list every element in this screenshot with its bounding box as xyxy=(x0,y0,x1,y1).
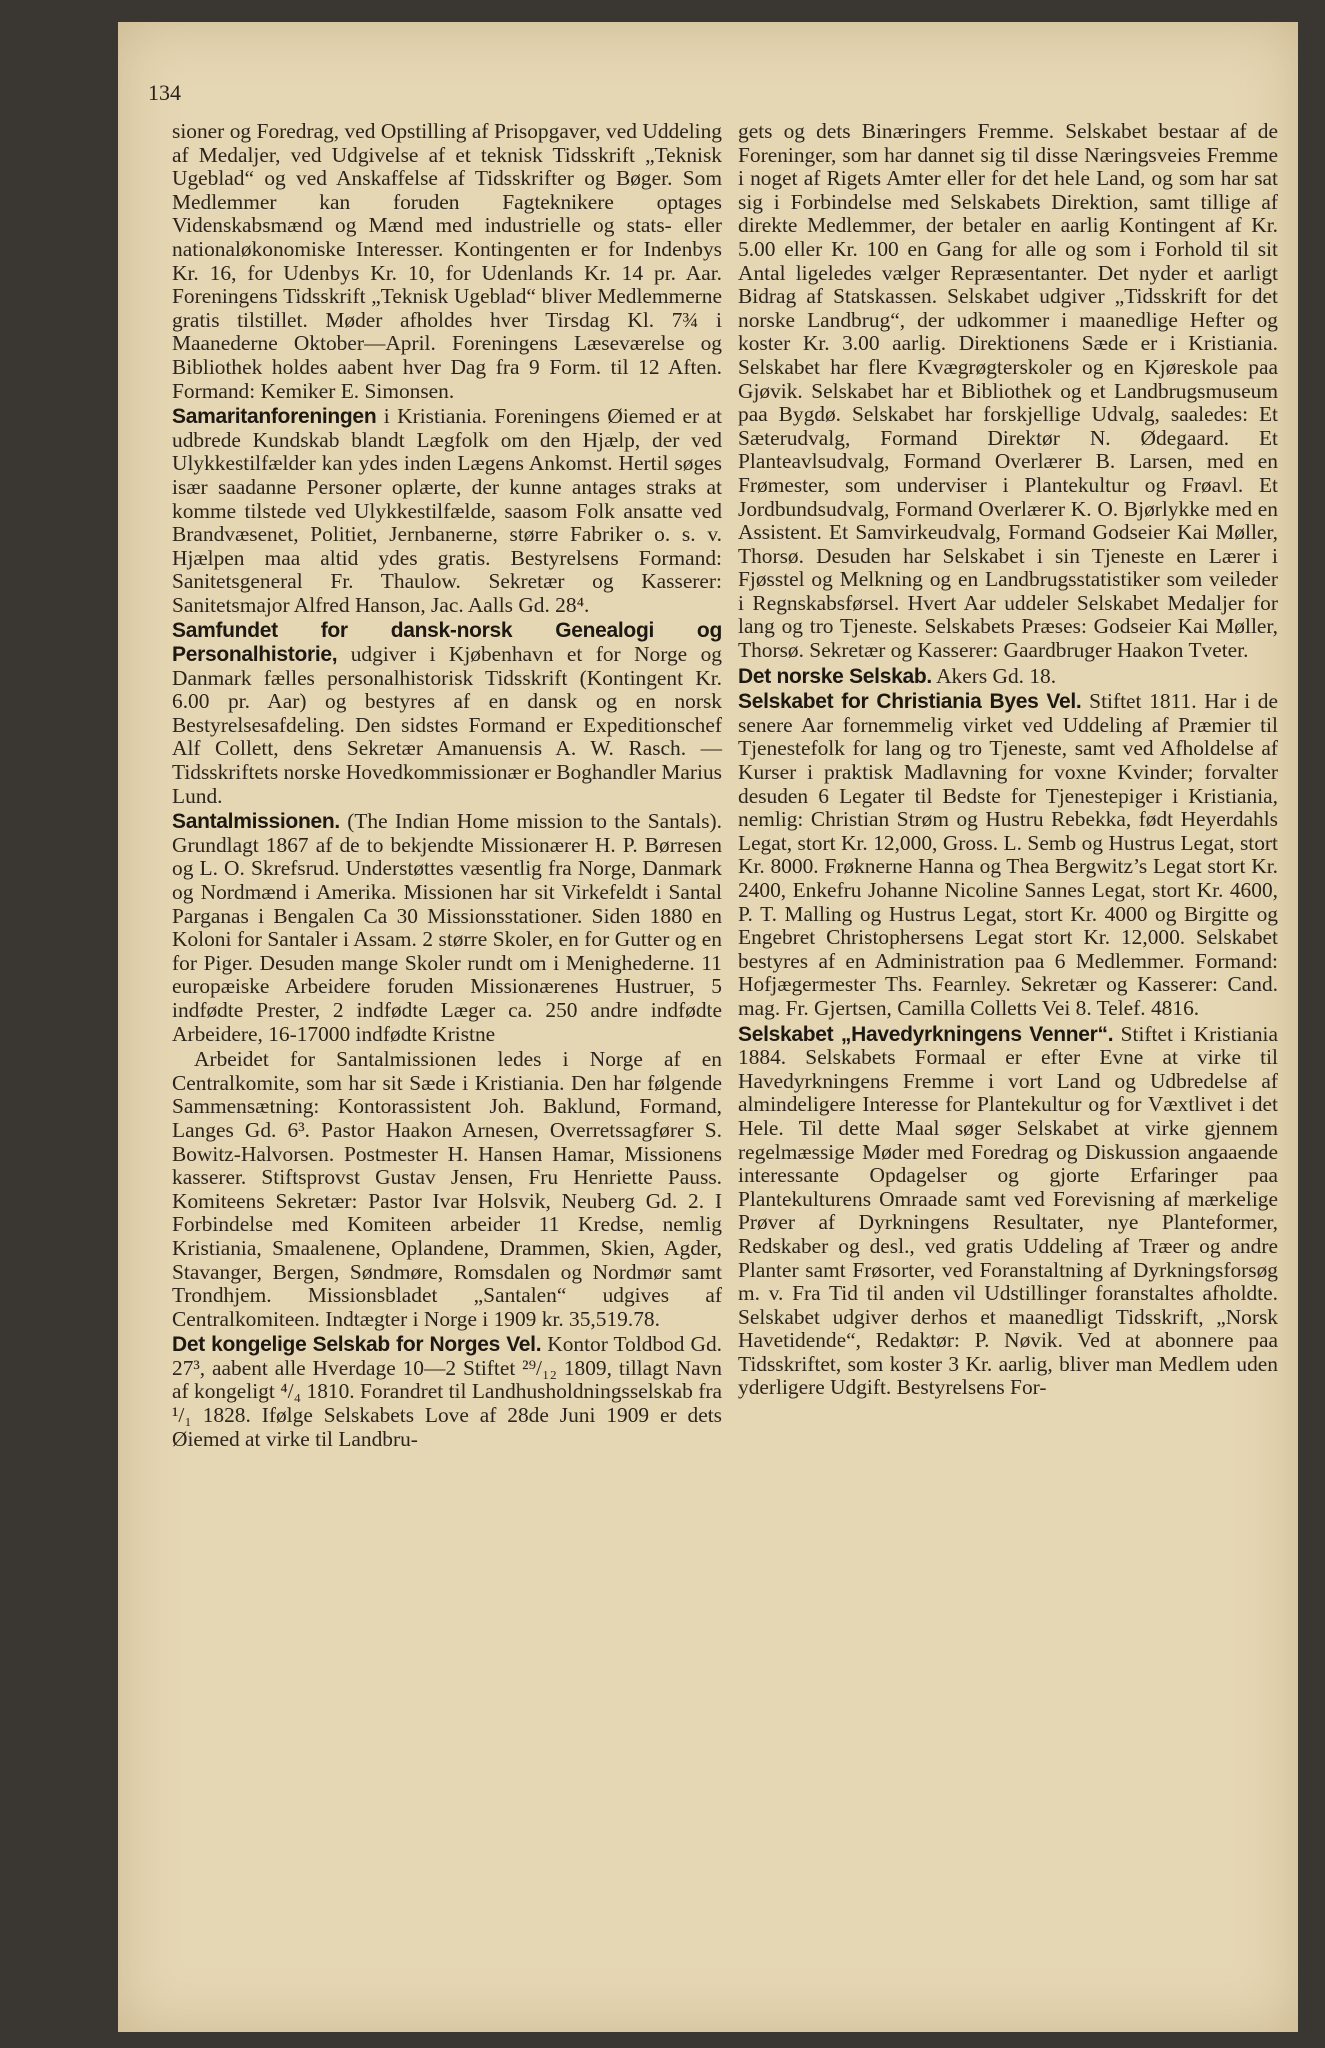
page-number: 134 xyxy=(148,80,181,105)
entry-heading: Santalmissionen. xyxy=(172,810,340,834)
entry-body: Arbeidet for Santalmissionen ledes i Norge af en Centralkomite, som har sit Sæde i Kristiania. Den har følgende Sammensætning: Kontorassistent Joh. Baklund, Formand, Langes Gd. 6³. Pastor Haakon Arnesen, Overretssagfører S. Bowitz-Halvorsen. Postmester H. Hansen Hamar, Missionens kasserer. Stiftsprovst Gustav Jensen, Fru Henriette Pauss. Komiteens Sekretær: Pastor Ivar Holsvik, Neuberg Gd. 2. I Forbindelse med Komiteen arbeider 11 Kredse, nemlig Kristiania, Smaalenene, Oplandene, Drammen, Skien, Agder, Stavanger, Bergen, Søndmøre, Romsdalen og Nordmør samt Trondhjem. Missionsbladet „Santalen“ udgives af Centralkomiteen. Indtægter i Norge i 1909 kr. 35,519.78. xyxy=(172,1047,722,1331)
entry-body: (The Indian Home mission to the Santals). Grundlagt 1867 af de to bekjendte Missionærer H. P. Børresen og L. O. Skrefsrud. Understøttes væsentlig fra Norge, Danmark og Nordmænd i Amerika. Missionen har sit Virkefeldt i Santal Parganas i Bengalen Ca 30 Missionsstationer. Siden 1880 en Koloni for Santaler i Assam. 2 større Skoler, en for Gutter og en for Piger. Desuden mange Skoler rundt om i Menighederne. 11 europæiske Arbeidere foruden Missionærenes Hustruer, 5 indfødte Prester, 2 indfødte Læger ca. 250 andre indfødte Arbeidere, 16-17000 indfødte Kristne xyxy=(172,809,722,1046)
text-entry xyxy=(172,619,722,808)
entry-heading: Det norske Selskab. xyxy=(738,664,932,688)
text-entry xyxy=(172,1048,722,1331)
text-entry xyxy=(172,810,722,1046)
text-entry xyxy=(738,1023,1278,1401)
entry-body: Kontor Toldbod Gd. 27³, aabent alle Hverdage 10—2 Stiftet ²⁹/₁₂ 1809, tillagt Navn af kongeligt ⁴/₄ 1810. Forandret til Landhusholdningsselskab fra ¹/₁ 1828. Ifølge Selskabets Love af 28de Juni 1909 er dets Øiemed at virke til Landbru- xyxy=(172,1332,722,1451)
entry-heading: Selskabet „Havedyrkningens Venner“. xyxy=(738,1022,1114,1046)
text-entry xyxy=(738,690,1278,1020)
text-entry xyxy=(172,1333,722,1451)
entry-body: udgiver i Kjøbenhavn et for Norge og Danmark fælles personalhistorisk Tidsskrift (Kontingent Kr. 6.00 pr. Aar) og bestyres af en dansk og en norsk Bestyrelsesafdeling. Den sidstes Formand er Expeditionschef Alf Collett, dens Sekretær Amanuensis A. W. Rasch. — Tidsskriftets norske Hovedkommissionær er Boghandler Marius Lund. xyxy=(172,642,722,808)
text-entry xyxy=(172,120,722,403)
text-entry xyxy=(172,405,722,617)
entry-body: Stiftet 1811. Har i de senere Aar fornemmelig virket ved Uddeling af Præmier til Tjenestefolk for lang og tro Tjeneste, samt ved Afholdelse af Kurser i praktisk Madlavning for voxne Kvinder; forvalter desuden 6 Legater til Bedste for Tjenestepiger i Kristiania, nemlig: Christian Strøm og Hustru Rebekka, født Heyerdahls Legat, stort Kr. 12,000, Gross. L. Semb og Hustrus Legat, stort Kr. 8000. Frøknerne Hanna og Thea Bergwitz’s Legat stort Kr. 2400, Enkefru Johanne Nicoline Sannes Legat, stort Kr. 4600, P. T. Malling og Hustrus Legat, stort Kr. 4000 og Birgitte og Engebret Christophersens Legat stort Kr. 12,000. Selskabet bestyres af en Administration paa 6 Medlemmer. Formand: Hofjægermester Ths. Fearnley. Sekretær og Kasserer: Cand. mag. Fr. Gjertsen, Camilla Colletts Vei 8. Telef. 4816. xyxy=(738,689,1278,1020)
text-entry xyxy=(738,665,1278,689)
entry-body: i Kristiania. Foreningens Øiemed er at udbrede Kundskab blandt Lægfolk om den Hjælp, der ved Ulykkestilfælder kan ydes inden Lægens Ankomst. Hertil søges især saadanne Personer oplærte, der kunne antages straks at komme tilstede ved Ulykkestilfælde, saasom Folk ansatte ved Brandvæsenet, Politiet, Jernbanerne, større Fabriker o. s. v. Hjælpen maa altid ydes gratis. Bestyrelsens Formand: Sanitetsgeneral Fr. Thaulow. Sekretær og Kasserer: Sanitetsmajor Alfred Hanson, Jac. Aalls Gd. 28⁴. xyxy=(172,404,722,617)
text-entry xyxy=(738,120,1278,663)
entry-heading: Samaritanforeningen xyxy=(172,405,377,429)
entry-heading: Det kongelige Selskab for Norges Vel. xyxy=(172,1333,542,1357)
entry-body: gets og dets Binæringers Fremme. Selskabet bestaar af de Foreninger, som har dannet sig til disse Næringsveies Fremme i noget af Rigets Amter eller for det hele Land, og som har sat sig i Forbindelse med Selskabets Direktion, samt tillige af direkte Medlemmer, der betaler en aarlig Kontingent af Kr. 5.00 eller Kr. 100 en Gang for alle og som i Forhold til sit Antal ligeledes vælger Repræsentanter. Det nyder et aarligt Bidrag af Statskassen. Selskabet udgiver „Tidsskrift for det norske Landbrug“, der udkommer i maanedlige Hefter og koster Kr. 3.00 aarlig. Direktionens Sæde er i Kristiania. Selskabet har flere Kvægrøgterskoler og en Kjøreskole paa Gjøvik. Selskabet har et Bibliothek og et Landbrugsmuseum paa Bygdø. Selskabet har forskjellige Udvalg, saaledes: Et Sæterudvalg, Formand Direktør N. Ødegaard. Et Planteavlsudvalg, Formand Overlærer B. Larsen, med en Frømester, som underviser i Plantekultur og Frøavl. Et Jordbundsudvalg, Formand Overlærer K. O. Bjørlykke med en Assistent. Et Samvirkeudvalg, Formand Godseier Kai Møller, Thorsø. Desuden har Selskabet i sin Tjeneste en Lærer i Fjøsstel og Melkning og en Landbrugsstatistiker som veileder i Regnskabsførsel. Hvert Aar uddeler Selskabet Medaljer for lang og tro Tjeneste. Selskabets Præses: Godseier Kai Møller, Thorsø. Sekretær og Kasserer: Gaardbruger Haakon Tveter. xyxy=(738,119,1278,663)
entry-body: Akers Gd. 18. xyxy=(931,663,1057,688)
left-column xyxy=(172,120,722,1451)
right-column xyxy=(738,120,1278,1400)
entry-body: sioner og Foredrag, ved Opstilling af Prisopgaver, ved Uddeling af Medaljer, ved Udgivelse af et teknisk Tidsskrift „Teknisk Ugeblad“ og ved Anskaffelse af Tidsskrifter og Bøger. Som Medlemmer kan foruden Fagteknikere optages Videnskabsmænd og Mænd med industrielle og stats- eller nationaløkonomiske Interesser. Kontingenten er for Indenbys Kr. 16, for Udenbys Kr. 10, for Udenlands Kr. 14 pr. Aar. Foreningens Tidsskrift „Teknisk Ugeblad“ bliver Medlemmerne gratis tilstillet. Møder afholdes hver Tirsdag Kl. 7¾ i Maanederne Oktober—April. Foreningens Læseværelse og Bibliothek holdes aabent hver Dag fra 9 Form. til 12 Aften. Formand: Kemiker E. Simonsen. xyxy=(172,119,722,403)
entry-body: Stiftet i Kristiania 1884. Selskabets Formaal er efter Evne at virke til Havedyrkningens Fremme i vort Land og Udbredelse af almindeligere Interesse for Plantekultur og for Væxtlivet i det Hele. Til dette Maal søger Selskabet at virke gjennem regelmæssige Møder med Foredrag og Diskussion angaaende interessante Opdagelser og gjorte Erfaringer paa Plantekulturens Omraade samt ved Forevisning af mærkelige Prøver af Dyrkningens Resultater, nye Planteformer, Redskaber og desl., ved gratis Uddeling af Træer og andre Planter samt Frøsorter, ved Foranstaltning af Dyrkningsforsøg m. v. Fra Tid til anden vil Udstillinger foranstaltes afholdte. Selskabet udgiver derhos et maanedligt Tidsskrift, „Norsk Havetidende“, Redaktør: P. Nøvik. Ved at abonnere paa Tidsskriftet, som koster 3 Kr. aarlig, bliver man Medlem uden yderligere Udgift. Bestyrelsens For- xyxy=(738,1021,1278,1400)
entry-heading: Selskabet for Christiania Byes Vel. xyxy=(738,690,1082,714)
entry-heading: Samfundet for dansk-norsk Genealogi og Personalhistorie, xyxy=(172,619,722,667)
